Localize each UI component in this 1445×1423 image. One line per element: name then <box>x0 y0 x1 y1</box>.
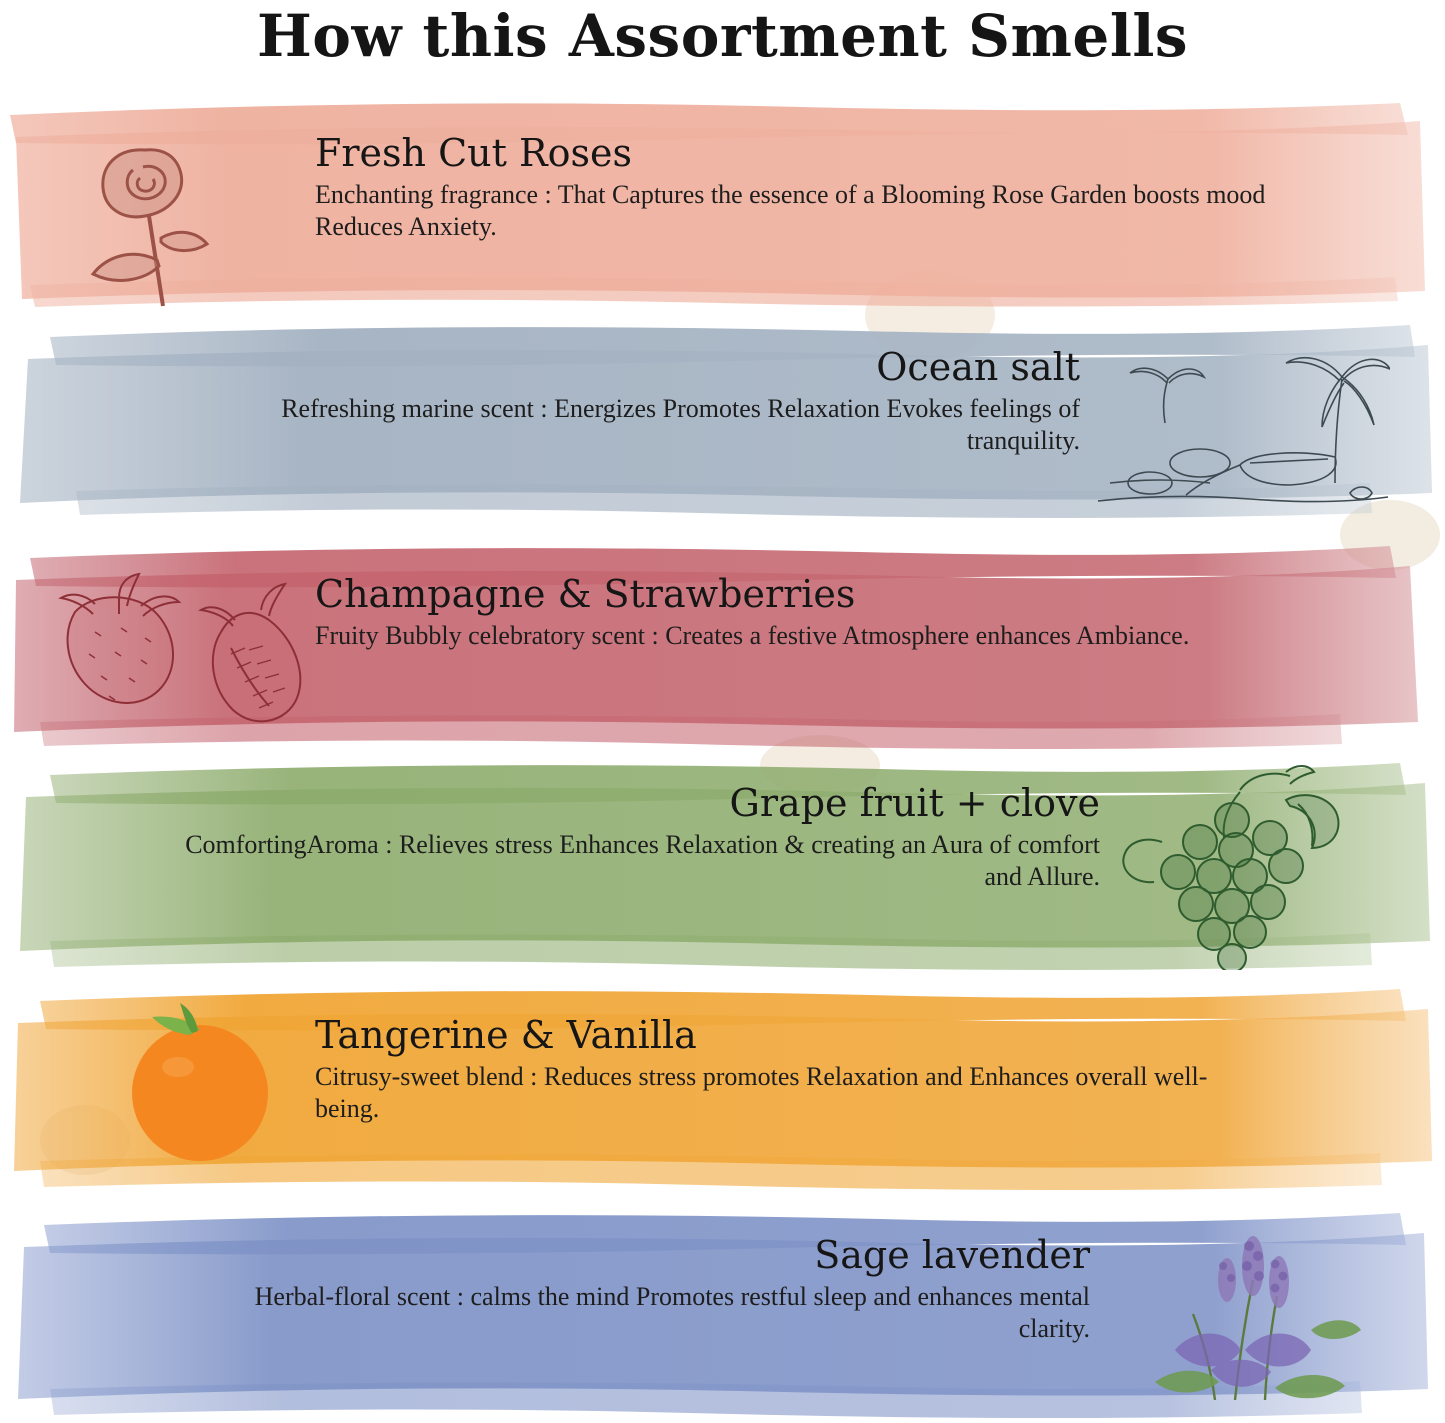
strawberry-icon <box>35 558 315 748</box>
scent-name: Grape fruit + clove <box>729 781 1100 825</box>
page-title: How this Assortment Smells <box>256 2 1189 70</box>
scent-band-ocean-salt <box>0 315 1445 530</box>
scent-description: Citrusy-sweet blend : Reduces stress promotes Relaxation and Enhances overall well-being. <box>315 1061 1208 1124</box>
scent-text-block <box>315 574 1335 652</box>
scent-name: Champagne & Strawberries <box>315 572 856 616</box>
scent-text-block <box>315 1015 1265 1126</box>
scent-description: Enchanting fragrance : That Captures the essence of a Blooming Rose Garden boosts mood Reduces Anxiety. <box>315 179 1266 242</box>
grapes-icon <box>1100 750 1360 970</box>
scent-text-block <box>160 783 1100 894</box>
orange-fruit-icon <box>100 993 320 1173</box>
scent-description: Refreshing marine scent : Energizes Promotes Relaxation Evokes feelings of tranquility. <box>281 393 1080 456</box>
scent-name: Sage lavender <box>814 1233 1090 1277</box>
scent-band-grapefruit-clove <box>0 755 1445 975</box>
scent-text-block <box>200 1235 1090 1346</box>
scent-band-tangerine-vanilla <box>0 985 1445 1200</box>
scent-band-fresh-cut-roses <box>0 95 1445 310</box>
scent-description: Herbal-floral scent : calms the mind Promotes restful sleep and enhances mental clarity. <box>254 1281 1090 1344</box>
beach-palm-boat-icon <box>1090 333 1390 513</box>
scent-text-block <box>315 133 1325 244</box>
scent-text-block <box>180 347 1080 458</box>
scent-description: Fruity Bubbly celebratory scent : Creates a festive Atmosphere enhances Ambiance. <box>315 620 1190 650</box>
scent-name: Tangerine & Vanilla <box>315 1013 697 1057</box>
scent-band-champagne-strawberries <box>0 540 1445 755</box>
scent-name: Fresh Cut Roses <box>315 131 632 175</box>
scent-description: ComfortingAroma : Relieves stress Enhances Relaxation & creating an Aura of comfort and Allure. <box>185 829 1100 892</box>
lavender-flower-icon <box>1115 1210 1365 1410</box>
scent-band-sage-lavender <box>0 1205 1445 1423</box>
rose-icon <box>45 120 245 310</box>
scent-name: Ocean salt <box>876 345 1080 389</box>
